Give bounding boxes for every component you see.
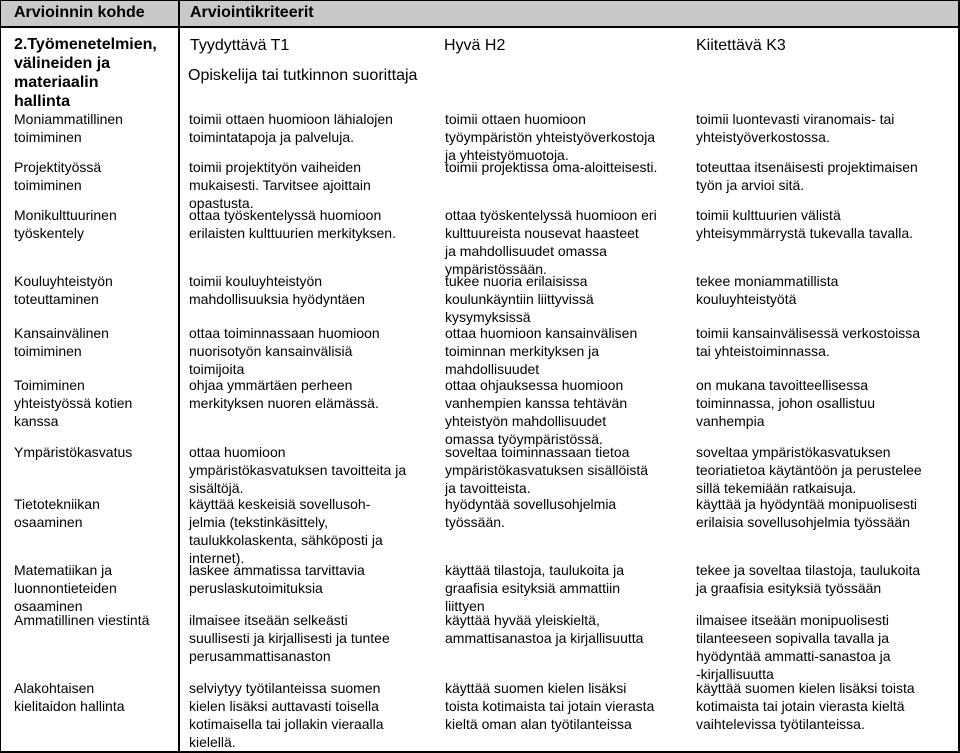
row-target: kielitaidon hallinta xyxy=(14,698,125,714)
criteria-t1: käyttää keskeisiä sovellusoh- xyxy=(189,496,371,512)
criteria-h2: koulunkäyntiin liittyvissä xyxy=(445,291,594,307)
criteria-t1: selviytyy työtilanteissa suomen xyxy=(189,680,381,696)
criteria-t1: sisältöjä. xyxy=(189,480,244,496)
criteria-h2: työympäristön yhteistyöverkostoja xyxy=(445,129,656,145)
header-criteria: Arviointikriteerit xyxy=(190,4,314,21)
criteria-h2: yhteistyön mahdollisuudet xyxy=(445,413,607,429)
criteria-k3: vaihtelevissa työtilanteissa. xyxy=(696,716,865,732)
criteria-k3: toimii kulttuurien välistä xyxy=(696,207,841,223)
criteria-k3: tekee ja soveltaa tilastoja, taulukoita xyxy=(696,562,921,578)
criteria-t1: laskee ammatissa tarvittavia xyxy=(189,562,365,578)
criteria-h2: käyttää tilastoja, taulukoita ja xyxy=(445,562,624,578)
row-target: Kouluyhteistyön xyxy=(14,273,113,289)
criteria-k3: toimii kansainvälisessä verkostoissa xyxy=(696,325,921,341)
row-target: Tietotekniikan xyxy=(14,496,100,512)
criteria-h2: käyttää suomen kielen lisäksi xyxy=(445,680,627,696)
row-target: osaaminen xyxy=(14,514,83,530)
criteria-k3: sillä tekemiään ratkaisuja. xyxy=(696,480,857,496)
criteria-h2: ympäristökasvatuksen sisällöistä xyxy=(445,462,649,478)
row-target: toimiminen xyxy=(14,343,82,359)
section-title: 2.Työmenetelmien, xyxy=(14,36,157,53)
row-target: osaaminen xyxy=(14,598,83,614)
criteria-k3: -kirjallisuutta xyxy=(696,666,774,682)
row-target: Kansainvälinen xyxy=(14,325,109,341)
criteria-k3: toiminnassa, johon osallistuu xyxy=(696,395,875,411)
criteria-t1: ottaa toiminnassaan huomioon xyxy=(189,325,380,341)
criteria-k3: toimii luontevasti viranomais- tai xyxy=(696,111,895,127)
criteria-h2: liittyen xyxy=(445,598,485,614)
row-target: työskentely xyxy=(14,225,85,241)
criteria-k3: työn ja arvioi sitä. xyxy=(696,177,805,193)
criteria-t1: toimii kouluyhteistyön xyxy=(189,273,323,289)
table-border xyxy=(178,0,180,753)
level-k3: Kiitettävä K3 xyxy=(696,37,786,54)
criteria-t1: toimii ottaen huomioon lähialojen xyxy=(189,111,393,127)
criteria-h2: käyttää hyvää yleiskieltä, xyxy=(445,612,600,628)
subheader: Opiskelija tai tutkinnon suorittaja xyxy=(188,67,418,84)
row-target: Ympäristökasvatus xyxy=(14,444,133,460)
criteria-t1: kielellä. xyxy=(189,734,236,750)
criteria-k3: soveltaa ympäristökasvatuksen xyxy=(696,444,891,460)
criteria-h2: ottaa huomioon kansainvälisen xyxy=(445,325,638,341)
criteria-t1: kotimaisella tai jollakin vieraalla xyxy=(189,716,384,732)
criteria-h2: toimii projektissa oma-aloitteisesti. xyxy=(445,159,658,175)
criteria-t1: ottaa työskentelyssä huomioon xyxy=(189,207,382,223)
criteria-k3: käyttää suomen kielen lisäksi toista xyxy=(696,680,915,696)
row-target: toimiminen xyxy=(14,177,82,193)
level-t1: Tyydyttävä T1 xyxy=(190,37,290,54)
criteria-k3: yhteisymmärrystä tukevalla tavalla. xyxy=(696,225,914,241)
row-target: toteuttaminen xyxy=(14,291,99,307)
row-target: Matematiikan ja xyxy=(14,562,113,578)
criteria-h2: graafisia esityksiä ammattiin xyxy=(445,580,621,596)
row-target: Monikulttuurinen xyxy=(14,207,117,223)
row-target: Alakohtaisen xyxy=(14,680,95,696)
criteria-h2: ja tavoitteista. xyxy=(445,480,531,496)
criteria-h2: kysymyksissä xyxy=(445,309,531,325)
row-target: toimiminen xyxy=(14,129,82,145)
row-target: Moniammatillinen xyxy=(14,111,123,127)
criteria-t1: ottaa huomioon xyxy=(189,444,286,460)
criteria-h2: toista kotimaista tai jotain vierasta xyxy=(445,698,655,714)
criteria-t1: toimii projektityön vaiheiden xyxy=(189,159,361,175)
criteria-h2: kieltä oman alan työtilanteissa xyxy=(445,716,632,732)
criteria-k3: erilaisia sovellusohjelmia työssään xyxy=(696,514,910,530)
criteria-h2: ammattisanastoa ja kirjallisuutta xyxy=(445,630,644,646)
criteria-t1: nuorisotyön kansainvälisiä xyxy=(189,343,353,359)
criteria-h2: toimii ottaen huomioon xyxy=(445,111,586,127)
criteria-t1: ilmaisee itseään selkeästi xyxy=(189,612,348,628)
criteria-k3: ja graafisia esityksiä työssään xyxy=(696,580,882,596)
table-border xyxy=(0,0,960,1)
criteria-t1: mukaisesti. Tarvitsee ajoittain xyxy=(189,177,371,193)
criteria-t1: toimintatapoja ja palveluja. xyxy=(189,129,354,145)
criteria-t1: opastusta. xyxy=(189,195,254,211)
criteria-k3: tai yhteistoiminnassa. xyxy=(696,343,830,359)
criteria-h2: ja yhteistyömuotoja. xyxy=(445,147,569,163)
criteria-k3: ilmaisee itseään monipuolisesti xyxy=(696,612,889,628)
section-title: materiaalin xyxy=(14,74,99,91)
criteria-k3: kouluyhteistyötä xyxy=(696,291,797,307)
row-target: yhteistyössä kotien xyxy=(14,395,133,411)
criteria-h2: vanhempien kanssa tehtävän xyxy=(445,395,628,411)
table-border xyxy=(0,0,1,753)
section-title: välineiden ja xyxy=(14,55,111,72)
criteria-h2: hyödyntää sovellusohjelmia xyxy=(445,496,617,512)
criteria-t1: kielen lisäksi auttavasti toisella xyxy=(189,698,379,714)
criteria-k3: tilanteeseen sopivalla tavalla ja xyxy=(696,630,890,646)
criteria-h2: ottaa ohjauksessa huomioon xyxy=(445,377,624,393)
criteria-k3: tekee moniammatillista xyxy=(696,273,839,289)
criteria-h2: kulttuureista nousevat haasteet xyxy=(445,225,639,241)
table-border xyxy=(0,26,960,28)
row-target: Projektityössä xyxy=(14,159,102,175)
criteria-h2: ympäristössään. xyxy=(445,261,547,277)
criteria-h2: ja mahdollisuudet omassa xyxy=(445,243,607,259)
criteria-t1: peruslaskutoimituksia xyxy=(189,580,323,596)
criteria-k3: käyttää ja hyödyntää monipuolisesti xyxy=(696,496,918,512)
criteria-k3: kotimaista tai jotain vierasta kieltä xyxy=(696,698,905,714)
criteria-t1: suullisesti ja kirjallisesti ja tuntee xyxy=(189,630,390,646)
row-target: Ammatillinen viestintä xyxy=(14,612,150,628)
level-h2: Hyvä H2 xyxy=(444,37,506,54)
criteria-h2: omassa työympäristössä. xyxy=(445,431,603,447)
criteria-t1: taulukkolaskenta, sähköposti ja xyxy=(189,532,383,548)
criteria-t1: ympäristökasvatuksen tavoitteita ja xyxy=(189,462,407,478)
criteria-h2: soveltaa toiminnassaan tietoa xyxy=(445,444,630,460)
criteria-h2: tukee nuoria erilaisissa xyxy=(445,273,588,289)
criteria-t1: jelmia (tekstinkäsittely, xyxy=(189,514,329,530)
criteria-k3: hyödyntää ammatti-sanastoa ja xyxy=(696,648,891,664)
criteria-k3: on mukana tavoitteellisessa xyxy=(696,377,868,393)
criteria-h2: mahdollisuudet xyxy=(445,361,540,377)
criteria-t1: mahdollisuuksia hyödyntäen xyxy=(189,291,365,307)
criteria-k3: yhteistyöverkostossa. xyxy=(696,129,830,145)
criteria-t1: erilaisten kulttuurien merkityksen. xyxy=(189,225,396,241)
criteria-t1: ohjaa ymmärtäen perheen xyxy=(189,377,353,393)
row-target: luonnontieteiden xyxy=(14,580,117,596)
row-target: kanssa xyxy=(14,413,59,429)
criteria-t1: merkityksen nuoren elämässä. xyxy=(189,395,379,411)
header-target: Arvioinnin kohde xyxy=(14,4,145,21)
criteria-h2: työssään. xyxy=(445,514,505,530)
criteria-t1: internet). xyxy=(189,550,245,566)
criteria-t1: toimijoita xyxy=(189,361,245,377)
criteria-k3: teoriatietoa käytäntöön ja perustelee xyxy=(696,462,922,478)
criteria-k3: toteuttaa itsenäisesti projektimaisen xyxy=(696,159,918,175)
criteria-t1: perusammattisanaston xyxy=(189,648,331,664)
section-title: hallinta xyxy=(14,93,71,110)
criteria-h2: ottaa työskentelyssä huomioon eri xyxy=(445,207,657,223)
criteria-h2: toiminnan merkityksen ja xyxy=(445,343,600,359)
criteria-k3: vanhempia xyxy=(696,413,765,429)
row-target: Toimiminen xyxy=(14,377,85,393)
